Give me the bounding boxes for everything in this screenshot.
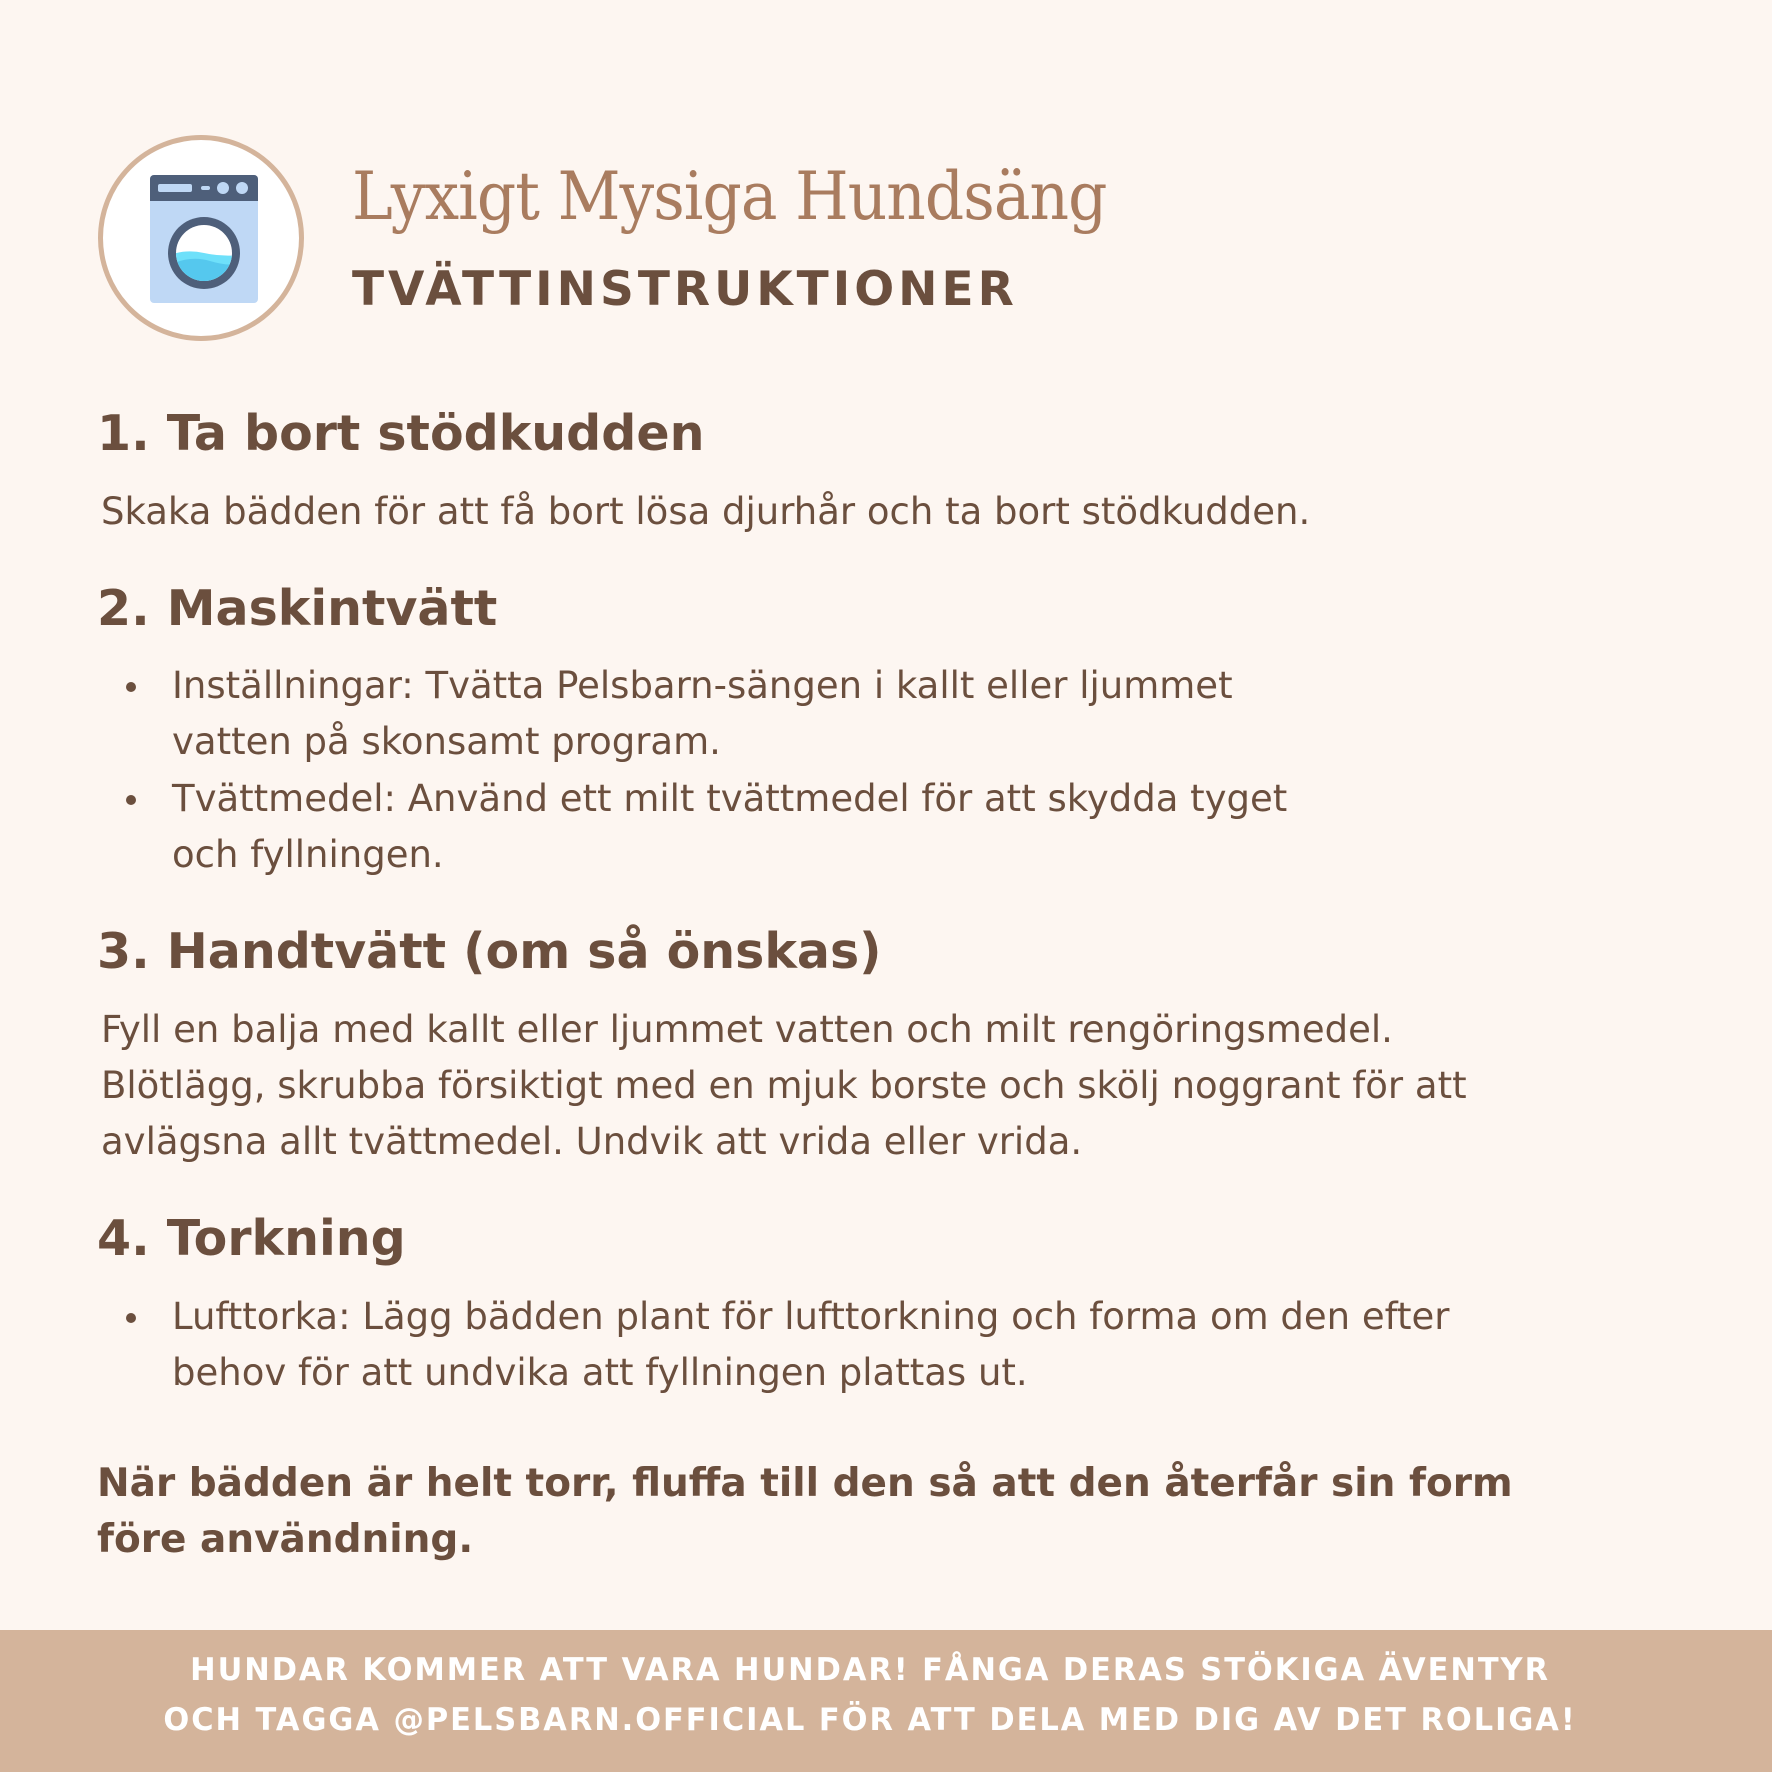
section-heading: 1. Ta bort stödkudden — [97, 405, 705, 462]
section-text: avlägsna allt tvättmedel. Undvik att vrida eller vrida. — [101, 1120, 1083, 1163]
section-text: Fyll en balja med kallt eller ljummet vatten och milt rengöringsmedel. — [101, 1008, 1393, 1051]
bullet-text: Tvättmedel: Använd ett milt tvättmedel för att skydda tyget — [172, 777, 1288, 820]
washing-machine-icon — [150, 175, 258, 303]
bullet-text: och fyllningen. — [172, 833, 444, 876]
product-title: Lyxigt Mysiga Hundsäng — [352, 158, 1107, 235]
section-heading: 2. Maskintvätt — [97, 580, 498, 637]
footer-text: HUNDAR KOMMER ATT VARA HUNDAR! FÅNGA DERAS STÖKIGA ÄVENTYR — [190, 1652, 1550, 1688]
bullet-text: behov för att undvika att fyllningen plattas ut. — [172, 1351, 1028, 1394]
section-heading: 4. Torkning — [97, 1210, 406, 1267]
bullet-icon — [126, 795, 136, 805]
section-text: Skaka bädden för att få bort lösa djurhår och ta bort stödkudden. — [101, 490, 1311, 533]
section-heading: 3. Handtvätt (om så önskas) — [97, 923, 882, 980]
section-text: Blötlägg, skrubba försiktigt med en mjuk borste och skölj noggrant för att — [101, 1064, 1467, 1107]
closing-note: När bädden är helt torr, fluffa till den så att den återfår sin form — [97, 1461, 1513, 1506]
footer-banner — [0, 1630, 1772, 1772]
bullet-text: vatten på skonsamt program. — [172, 720, 721, 763]
bullet-icon — [126, 1313, 136, 1323]
footer-text: OCH TAGGA @PELSBARN.OFFICIAL FÖR ATT DELA MED DIG AV DET ROLIGA! — [163, 1702, 1577, 1738]
bullet-text: Lufttorka: Lägg bädden plant för lufttorkning och forma om den efter — [172, 1295, 1450, 1338]
bullet-icon — [126, 682, 136, 692]
closing-note: före användning. — [97, 1517, 474, 1562]
logo-badge — [98, 135, 304, 341]
page-subtitle: TVÄTTINSTRUKTIONER — [352, 262, 1018, 317]
bullet-text: Inställningar: Tvätta Pelsbarn-sängen i kallt eller ljummet — [172, 664, 1233, 707]
